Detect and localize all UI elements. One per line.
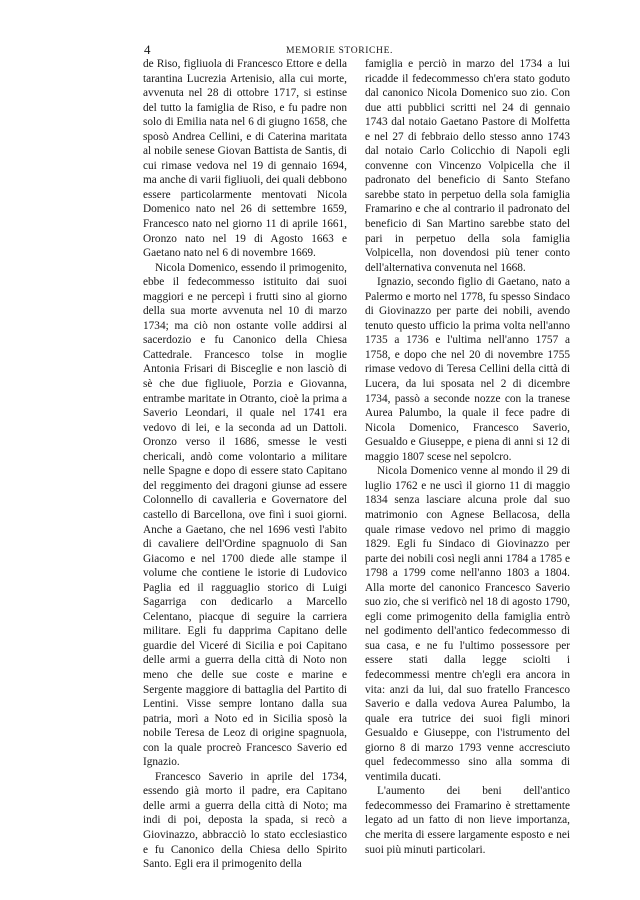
left-column	[143, 57, 347, 872]
paragraph: de Riso, figliuola di Francesco Ettore e della tarantina Lucrezia Artenisio, alla cui morte, avvenuta nel 28 di ottobre 1717, si estinse del tutto la famiglia de Riso, e fu padre non solo di Emilia nata nel 6 di giugno 1658, che sposò Andrea Cellini, e di Caterina maritata al nobile senese Giovan Battista de Santis, di cui rimase vedova nel 19 di gennaio 1694, ma anche di varii figliuoli, dei quali debbono essere particolarmente mentovati Nicola Domenico nato nel 26 di settembre 1659, Francesco nato nel giorno 11 di aprile 1661, Oronzo nato nel 19 di Agosto 1663 e Gaetano nato nel 6 di novembre 1669.	[143, 58, 347, 260]
running-title: MEMORIE STORICHE.	[286, 45, 394, 56]
page-number: 4	[144, 42, 151, 57]
paragraph: Nicola Domenico venne al mondo il 29 di luglio 1762 e ne uscì il giorno 11 di maggio 1834 senza lasciare alcuna prole dal suo matrimonio con Agnese Bellacosa, della quale rimase vedovo nel primo di maggio 1829. Egli fu Sindaco di Giovinazzo per parte dei nobili così negli anni 1784 a 1785 e 1798 a 1799 come nell'anno 1803 a 1804. Alla morte del canonico Francesco Saverio suo zio, che si verificò nel 18 di agosto 1790, egli come primogenito della famiglia entrò nel godimento dell'antico fedecommesso di sua casa, e ne fu l'ultimo possessore per essere stati dalla legge sciolti i fedecommessi mentre ch'egli era ancora in vita: anzi da lui, dal suo fratello Francesco Saverio e dalla vedova Aurea Palumbo, la quale era tutrice dei suoi figli minori Gesualdo e Giuseppe, con l'istrumento del giorno 8 di marzo 1793 venne accresciuto quel fedecommesso sino alla somma di ventimila ducati.	[365, 465, 570, 783]
paragraph: Nicola Domenico, essendo il primogenito, ebbe il fedecommesso istituito dai suoi maggiori e ne percepì i frutti sino al giorno della sua morte avvenuta nel 10 di marzo 1734; ma ciò non ostante volle addirsi al sacerdozio e fu Canonico della Chiesa Cattedrale. Francesco tolse in moglie Antonia Frisari di Bisceglie e non lasciò di sè che due figliuole, Porzia e Giovanna, entrambe maritate in Otranto, cioè la prima a Saverio Leondari, il quale nel 1741 era vedovo di lei, e la seconda ad un Dattoli. Oronzo verso il 1686, smesse le vesti chericali, andò come volontario a militare nelle Spagne e dopo di essere stato Capitano del reggimento dei dragoni giunse ad essere Colonnello di cavalleria e Governatore del castello di Barcellona, ove finì i suoi giorni. Anche a Gaetano, che nel 1696 vestì l'abito di cavaliere dell'Ordine spagnuolo di San Giacomo e nel 1700 diede alle stampe il volume che contiene le istorie di Ludovico Paglia ed il ragguaglio storico di Luigi Sagarriga con dedicarlo a Marcello Celentano, piacque di seguire la carriera militare. Egli fu dapprima Capitano delle guardie del Viceré di Sicilia e poi Capitano delle armi a guerra della città di Noto non meno che delle sue coste e marine e Sergente maggiore di battaglia del Partito di Lentini. Visse sempre lontano dalla sua patria, morì a Noto ed in Sicilia sposò la nobile Teresa de Leoz di origine spagnuola, con la quale procreò Francesco Saverio ed Ignazio.	[143, 261, 347, 769]
paragraph: Francesco Saverio in aprile del 1734, essendo già morto il padre, era Capitano delle armi a guerra della città di Noto; ma indi di poi, deposta la spada, si recò a Giovinazzo, abbracciò lo stato ecclesiastico e fu Canonico della Chiesa dello Spirito Santo. Egli era il primogenito della	[143, 770, 347, 871]
right-column	[365, 57, 570, 857]
paragraph: famiglia e perciò in marzo del 1734 a lui ricadde il fedecommesso ch'era stato goduto dal canonico Nicola Domenico suo zio. Con due atti pubblici scritti nel 24 di gennaio 1743 dal notaio Gaetano Pastore di Molfetta e nel 27 di febbraio dello stesso anno 1743 dal notaio Carlo Colicchio di Napoli egli convenne con Vincenzo Volpicella che il padronato del beneficio di Santo Stefano sarebbe stato in perpetuo della sola famiglia Framarino e che al contrario il padronato del beneficio di San Martino sarebbe stato del pari in perpetuo della sola famiglia Volpicella, non dovendosi più tener conto dell'alternativa convenuta nel 1668.	[365, 58, 570, 274]
paragraph: Ignazio, secondo figlio di Gaetano, nato a Palermo e morto nel 1778, fu spesso Sindaco di Giovinazzo per parte dei nobili, avendo tenuto questo ufficio la prima volta nell'anno 1735 a 1736 e l'ultima nell'anno 1757 a 1758, e dopo che nel 20 di novembre 1755 rimase vedovo di Teresa Cellini della città di Lucera, da lui sposata nel 2 di dicembre 1734, passò a seconde nozze con la tranese Aurea Palumbo, la quale il fece padre di Nicola Domenico, Francesco Saverio, Gesualdo e Giuseppe, e piena di anni si 12 di maggio 1807 scese nel sepolcro.	[365, 276, 570, 463]
paragraph: L'aumento dei beni dell'antico fedecommesso dei Framarino è strettamente legato ad un fatto di non lieve importanza, che merita di essere largamente esposto e nei suoi più minuti particolari.	[365, 785, 570, 856]
